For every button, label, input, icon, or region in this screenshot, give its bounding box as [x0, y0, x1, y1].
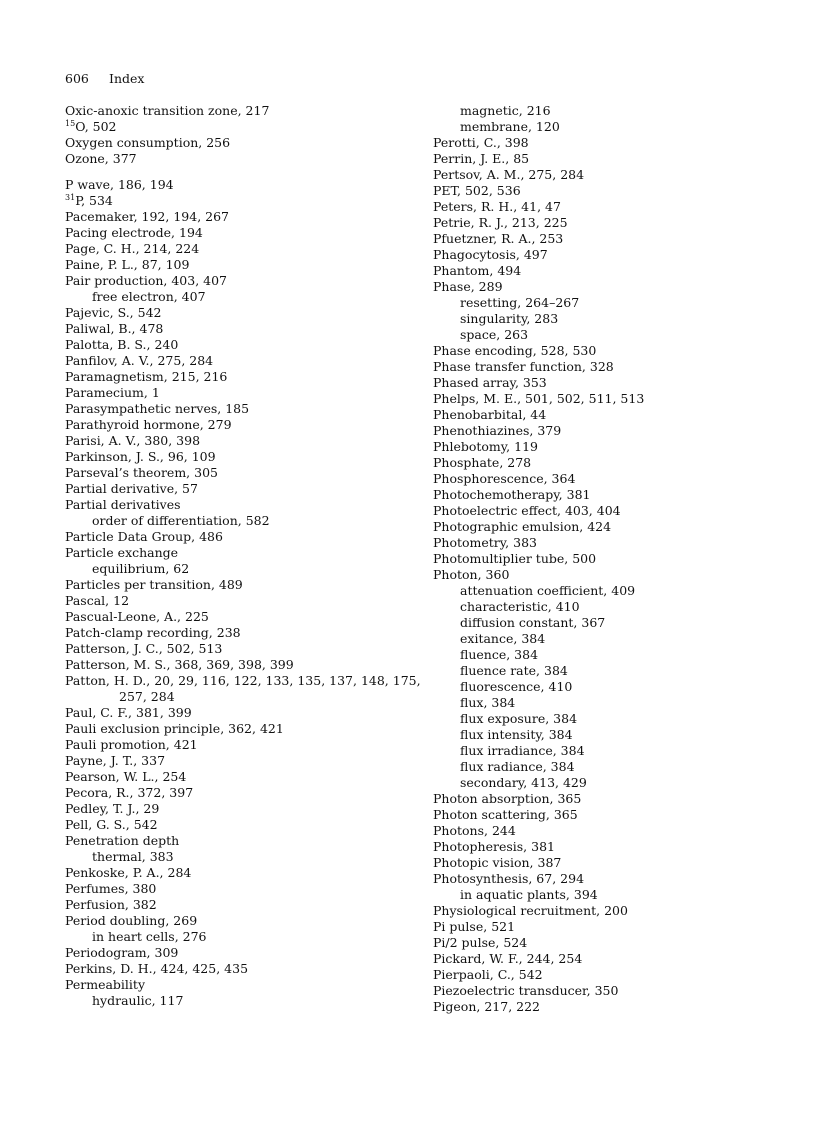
- index-subentry: [433, 679, 793, 695]
- index-entry: [65, 769, 425, 785]
- entry-text: Pickard, W. F., 244, 254: [433, 951, 583, 966]
- index-entry: [65, 913, 425, 929]
- index-entry: [65, 305, 425, 321]
- entry-text: Patton, H. D., 20, 29, 116, 122, 133, 135, 137, 148, 175,: [65, 673, 421, 688]
- index-entry: [65, 801, 425, 817]
- index-entry: [65, 577, 425, 593]
- index-entry: [433, 215, 793, 231]
- isotope-superscript: 31: [65, 192, 76, 202]
- entry-text: O, 502: [75, 119, 117, 134]
- entry-text: Particle exchange: [65, 545, 179, 560]
- index-entry: [65, 897, 425, 913]
- entry-text: Phlebotomy, 119: [433, 439, 538, 454]
- entry-text: membrane, 120: [460, 119, 560, 134]
- index-subentry: [65, 993, 425, 1009]
- index-entry: [433, 967, 793, 983]
- index-entry: [433, 567, 793, 583]
- index-subentry: [433, 119, 793, 135]
- entry-text: Paul, C. F., 381, 399: [65, 705, 192, 720]
- index-entry: [65, 545, 425, 561]
- index-entry: [65, 135, 425, 151]
- entry-text: exitance, 384: [460, 631, 546, 646]
- entry-text: Parathyroid hormone, 279: [65, 417, 232, 432]
- entry-text: Pascual-Leone, A., 225: [65, 609, 209, 624]
- entry-text: Pair production, 403, 407: [65, 273, 228, 288]
- entry-text: resetting, 264–267: [460, 295, 580, 310]
- index-entry: [65, 465, 425, 481]
- entry-text: Partial derivative, 57: [65, 481, 198, 496]
- index-subentry: [433, 583, 793, 599]
- entry-text: fluence, 384: [460, 647, 539, 662]
- index-entry: [65, 385, 425, 401]
- index-entry: [433, 951, 793, 967]
- entry-text: Palotta, B. S., 240: [65, 337, 179, 352]
- entry-text: flux, 384: [460, 695, 516, 710]
- entry-text: Payne, J. T., 337: [65, 753, 166, 768]
- entry-text: Perfusion, 382: [65, 897, 157, 912]
- index-subentry: [65, 561, 425, 577]
- entry-text: Pierpaoli, C., 542: [433, 967, 543, 982]
- entry-text: Phenobarbital, 44: [433, 407, 547, 422]
- index-entry: [65, 817, 425, 833]
- index-subentry: [433, 711, 793, 727]
- index-entry: [433, 423, 793, 439]
- entry-text: Peters, R. H., 41, 47: [433, 199, 561, 214]
- index-entry: [65, 225, 425, 241]
- index-entry: [65, 119, 425, 135]
- entry-text: Particles per transition, 489: [65, 577, 243, 592]
- index-entry: [65, 705, 425, 721]
- entry-text: Photons, 244: [433, 823, 516, 838]
- index-entry: [433, 439, 793, 455]
- index-entry: [65, 497, 425, 513]
- index-entry: [65, 433, 425, 449]
- index-entry: [65, 449, 425, 465]
- entry-text: Phase encoding, 528, 530: [433, 343, 597, 358]
- index-entry: [433, 871, 793, 887]
- index-entry: [65, 753, 425, 769]
- index-entry: [433, 935, 793, 951]
- index-entry: [65, 881, 425, 897]
- index-subentry: [433, 311, 793, 327]
- index-entry: [433, 983, 793, 999]
- entry-text: Pascal, 12: [65, 593, 130, 608]
- page-header: [65, 71, 144, 86]
- entry-text: Parseval’s theorem, 305: [65, 465, 218, 480]
- entry-text: Paine, P. L., 87, 109: [65, 257, 190, 272]
- index-entry: [433, 903, 793, 919]
- entry-text: space, 263: [460, 327, 529, 342]
- entry-text: free electron, 407: [92, 289, 206, 304]
- index-entry: [65, 257, 425, 273]
- entry-text: attenuation coefficient, 409: [460, 583, 636, 598]
- entry-text: Pi/2 pulse, 524: [433, 935, 528, 950]
- entry-text: Pecora, R., 372, 397: [65, 785, 194, 800]
- index-subentry: [433, 759, 793, 775]
- entry-text: in aquatic plants, 394: [460, 887, 598, 902]
- entry-text: Ozone, 377: [65, 151, 137, 166]
- entry-text: Pacemaker, 192, 194, 267: [65, 209, 229, 224]
- entry-text: Pi pulse, 521: [433, 919, 516, 934]
- index-entry: [65, 785, 425, 801]
- index-subentry: [433, 775, 793, 791]
- entry-text: flux intensity, 384: [460, 727, 573, 742]
- index-entry: [65, 321, 425, 337]
- entry-text: Phased array, 353: [433, 375, 547, 390]
- index-entry: [433, 391, 793, 407]
- entry-text: Pajevic, S., 542: [65, 305, 162, 320]
- entry-text: Photographic emulsion, 424: [433, 519, 612, 534]
- index-subentry: [433, 327, 793, 343]
- index-entry: [65, 641, 425, 657]
- index-subentry: [433, 295, 793, 311]
- entry-text: Perotti, C., 398: [433, 135, 529, 150]
- entry-text: in heart cells, 276: [92, 929, 207, 944]
- entry-text: Phosphate, 278: [433, 455, 532, 470]
- index-entry: [433, 839, 793, 855]
- index-entry: [65, 529, 425, 545]
- index-entry: [65, 401, 425, 417]
- entry-text: Piezoelectric transducer, 350: [433, 983, 619, 998]
- entry-text: P, 534: [75, 193, 113, 208]
- entry-text: Paramagnetism, 215, 216: [65, 369, 228, 384]
- index-subentry: [433, 663, 793, 679]
- entry-text: Pertsov, A. M., 275, 284: [433, 167, 585, 182]
- index-entry: [65, 151, 425, 167]
- entry-text: Penetration depth: [65, 833, 180, 848]
- index-entry: [65, 593, 425, 609]
- entry-text: P wave, 186, 194: [65, 177, 174, 192]
- entry-text: singularity, 283: [460, 311, 559, 326]
- index-entry: [433, 503, 793, 519]
- entry-text: 257, 284: [119, 689, 175, 704]
- index-entry: [65, 721, 425, 737]
- entry-text: Petrie, R. J., 213, 225: [433, 215, 568, 230]
- index-entry: [65, 209, 425, 225]
- index-entry: [433, 263, 793, 279]
- index-subentry: [433, 647, 793, 663]
- index-entry: [433, 183, 793, 199]
- entry-text: Penkoske, P. A., 284: [65, 865, 192, 880]
- entry-text: Photopheresis, 381: [433, 839, 555, 854]
- entry-text: Photomultiplier tube, 500: [433, 551, 597, 566]
- index-column-right: [433, 103, 793, 1015]
- entry-text: diffusion constant, 367: [460, 615, 606, 630]
- index-entry: [433, 343, 793, 359]
- index-subentry: [65, 513, 425, 529]
- entry-text: Oxic-anoxic transition zone, 217: [65, 103, 270, 118]
- index-entry: [65, 417, 425, 433]
- index-entry: [65, 369, 425, 385]
- entry-text: Parkinson, J. S., 96, 109: [65, 449, 216, 464]
- index-entry: [65, 103, 425, 119]
- entry-text: Patterson, M. S., 368, 369, 398, 399: [65, 657, 294, 672]
- index-subentry: [65, 849, 425, 865]
- index-entry: [65, 241, 425, 257]
- entry-text: Physiological recruitment, 200: [433, 903, 628, 918]
- index-entry: [433, 151, 793, 167]
- entry-text: hydraulic, 117: [92, 993, 184, 1008]
- index-entry: [65, 273, 425, 289]
- entry-text: order of differentiation, 582: [92, 513, 270, 528]
- index-entry: [65, 945, 425, 961]
- entry-text: fluorescence, 410: [460, 679, 573, 694]
- entry-text: thermal, 383: [92, 849, 174, 864]
- entry-text: flux radiance, 384: [460, 759, 575, 774]
- entry-text: magnetic, 216: [460, 103, 551, 118]
- entry-text: Paliwal, B., 478: [65, 321, 164, 336]
- entry-text: flux irradiance, 384: [460, 743, 585, 758]
- entry-text: Photosynthesis, 67, 294: [433, 871, 585, 886]
- entry-text: Pauli exclusion principle, 362, 421: [65, 721, 284, 736]
- entry-text: Photopic vision, 387: [433, 855, 562, 870]
- index-entry: [65, 337, 425, 353]
- entry-text: Pell, G. S., 542: [65, 817, 158, 832]
- index-entry: [433, 455, 793, 471]
- entry-text: Phenothiazines, 379: [433, 423, 562, 438]
- entry-text: Photometry, 383: [433, 535, 537, 550]
- entry-text: Page, C. H., 214, 224: [65, 241, 200, 256]
- index-entry: [65, 657, 425, 673]
- index-entry: [433, 999, 793, 1015]
- index-entry: [65, 833, 425, 849]
- index-subentry: [433, 743, 793, 759]
- index-column-left: [65, 103, 425, 1009]
- entry-text: Panfilov, A. V., 275, 284: [65, 353, 214, 368]
- entry-text: Patterson, J. C., 502, 513: [65, 641, 223, 656]
- entry-text: Perrin, J. E., 85: [433, 151, 530, 166]
- index-entry: [433, 279, 793, 295]
- entry-text: Photon absorption, 365: [433, 791, 582, 806]
- index-entry: [65, 609, 425, 625]
- index-entry: [65, 977, 425, 993]
- entry-text: Phelps, M. E., 501, 502, 511, 513: [433, 391, 645, 406]
- index-entry: [65, 353, 425, 369]
- index-entry: [65, 481, 425, 497]
- entry-text: Patch-clamp recording, 238: [65, 625, 241, 640]
- isotope-superscript: 15: [65, 118, 76, 128]
- entry-text: Permeability: [65, 977, 146, 992]
- entry-text: PET, 502, 536: [433, 183, 521, 198]
- entry-text: Perfumes, 380: [65, 881, 157, 896]
- index-subentry: [433, 631, 793, 647]
- index-entry: [433, 551, 793, 567]
- entry-text: Photon, 360: [433, 567, 510, 582]
- running-title: Index: [109, 71, 145, 86]
- index-entry: [433, 471, 793, 487]
- index-entry: [433, 375, 793, 391]
- entry-text: Parisi, A. V., 380, 398: [65, 433, 201, 448]
- index-entry: [433, 535, 793, 551]
- index-entry: [65, 961, 425, 977]
- index-entry: [433, 135, 793, 151]
- index-subentry: [65, 929, 425, 945]
- entry-text: Photochemotherapy, 381: [433, 487, 591, 502]
- index-entry: [433, 167, 793, 183]
- entry-text: Perkins, D. H., 424, 425, 435: [65, 961, 249, 976]
- index-entry: [65, 625, 425, 641]
- index-entry: [433, 247, 793, 263]
- index-entry: [433, 919, 793, 935]
- index-entry: [433, 359, 793, 375]
- entry-text: flux exposure, 384: [460, 711, 578, 726]
- entry-text: characteristic, 410: [460, 599, 580, 614]
- entry-text: Pauli promotion, 421: [65, 737, 198, 752]
- index-entry: [433, 231, 793, 247]
- index-entry: [65, 865, 425, 881]
- index-subentry: [433, 103, 793, 119]
- entry-text: fluence rate, 384: [460, 663, 568, 678]
- index-entry: [65, 177, 425, 193]
- index-entry: [65, 193, 425, 209]
- index-entry: [433, 823, 793, 839]
- index-subentry: [433, 887, 793, 903]
- entry-text: Pedley, T. J., 29: [65, 801, 160, 816]
- entry-text: Period doubling, 269: [65, 913, 198, 928]
- index-subentry: [433, 615, 793, 631]
- entry-text: Parasympathetic nerves, 185: [65, 401, 250, 416]
- index-subentry: [433, 727, 793, 743]
- index-subentry: [65, 289, 425, 305]
- entry-text: Pearson, W. L., 254: [65, 769, 187, 784]
- entry-text: secondary, 413, 429: [460, 775, 587, 790]
- entry-text: Particle Data Group, 486: [65, 529, 223, 544]
- index-subentry: [433, 599, 793, 615]
- index-subentry: [433, 695, 793, 711]
- entry-text: Paramecium, 1: [65, 385, 160, 400]
- index-entry: [433, 791, 793, 807]
- entry-text: Photon scattering, 365: [433, 807, 578, 822]
- index-entry: [433, 519, 793, 535]
- entry-text: Pigeon, 217, 222: [433, 999, 540, 1014]
- index-entry: [433, 407, 793, 423]
- index-entry: [433, 855, 793, 871]
- entry-text: Pfuetzner, R. A., 253: [433, 231, 564, 246]
- index-entry: [433, 199, 793, 215]
- entry-text: Phase, 289: [433, 279, 503, 294]
- entry-text: Partial derivatives: [65, 497, 181, 512]
- index-subentry: [65, 689, 425, 705]
- entry-text: Phosphorescence, 364: [433, 471, 576, 486]
- entry-text: equilibrium, 62: [92, 561, 190, 576]
- page-number: 606: [65, 71, 89, 86]
- entry-text: Phantom, 494: [433, 263, 522, 278]
- entry-text: Photoelectric effect, 403, 404: [433, 503, 621, 518]
- entry-text: Periodogram, 309: [65, 945, 179, 960]
- index-entry: [65, 737, 425, 753]
- entry-text: Pacing electrode, 194: [65, 225, 203, 240]
- entry-text: Oxygen consumption, 256: [65, 135, 231, 150]
- entry-text: Phase transfer function, 328: [433, 359, 614, 374]
- index-entry: [65, 673, 425, 689]
- entry-text: Phagocytosis, 497: [433, 247, 548, 262]
- index-entry: [433, 487, 793, 503]
- index-entry: [433, 807, 793, 823]
